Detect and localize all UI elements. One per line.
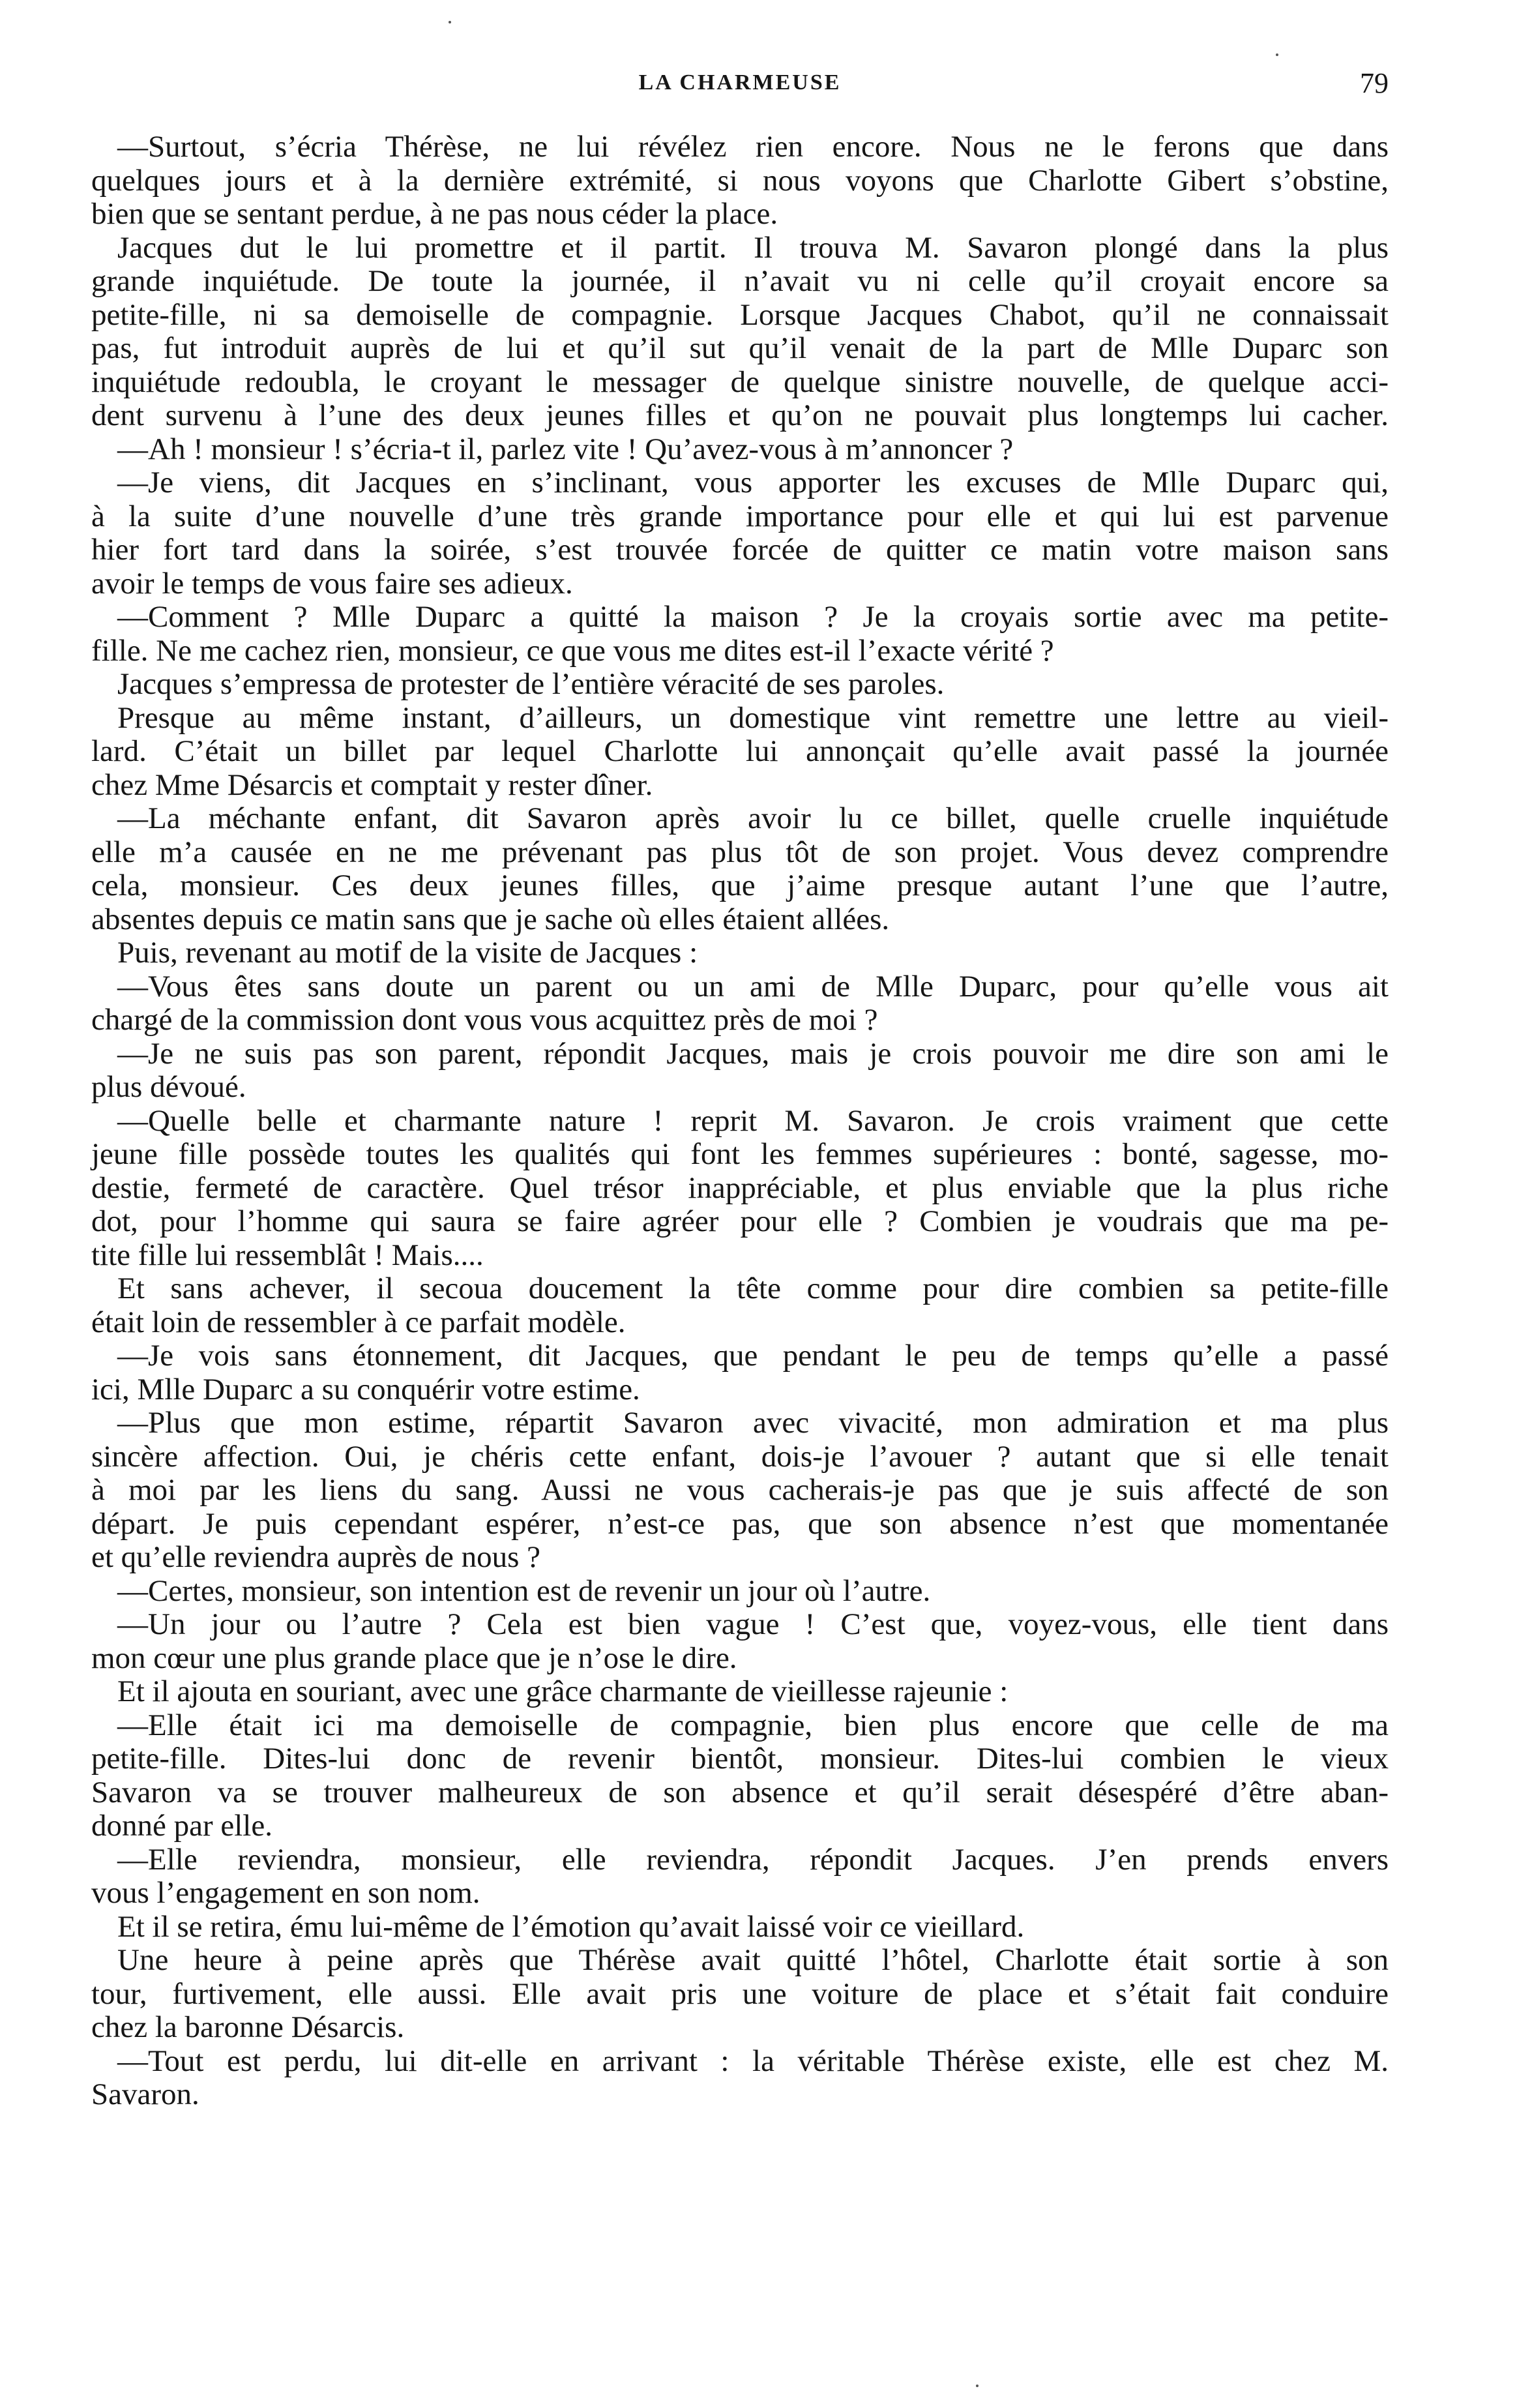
text-line: —Plus que mon estime, répartit Savaron avec vivacité, mon admiration et ma plus [117,1406,1389,1440]
text-line: grande inquiétude. De toute la journée, il n’avait vu ni celle qu’il croyait encore sa [91,264,1389,298]
text-line: départ. Je puis cependant espérer, n’est-ce pas, que son absence n’est que momentanée [91,1506,1389,1541]
text-line: absentes depuis ce matin sans que je sache où elles étaient allées. [91,902,890,936]
text-line: —Je viens, dit Jacques en s’inclinant, vous apporter les excuses de Mlle Duparc qui, [117,466,1389,499]
text-line: fille. Ne me cachez rien, monsieur, ce que vous me dites est-il l’exacte vérité ? [91,633,1054,668]
text-line: jeune fille possède toutes les qualités qui font les femmes supérieures : bonté, sagesse, mo- [91,1137,1389,1171]
text-line: vous l’engagement en son nom. [91,1876,480,1910]
text-line: Savaron. [91,2077,199,2111]
text-line: —Surtout, s’écria Thérèse, ne lui révélez rien encore. Nous ne le ferons que dans [117,130,1389,164]
ink-speck [976,2385,979,2387]
text-line: Jacques s’empressa de protester de l’entière véracité de ses paroles. [117,667,945,701]
text-line: tite fille lui ressemblât ! Mais.... [91,1238,484,1272]
text-line: lard. C’était un billet par lequel Charlotte lui annonçait qu’elle avait passé la journée [91,734,1389,768]
page-header [91,67,1389,110]
text-line: quelques jours et à la dernière extrémité, si nous voyons que Charlotte Gibert s’obstine, [91,163,1389,198]
text-line: Et sans achever, il secoua doucement la tête comme pour dire combien sa petite-fille [117,1271,1389,1305]
text-line: —Je vois sans étonnement, dit Jacques, que pendant le peu de temps qu’elle a passé [117,1339,1389,1373]
text-line: —Tout est perdu, lui dit-elle en arrivant : la véritable Thérèse existe, elle est chez M. [117,2044,1389,2078]
text-line: inquiétude redoubla, le croyant le messager de quelque sinistre nouvelle, de quelque acci- [91,364,1389,399]
text-line: chargé de la commission dont vous vous acquittez près de moi ? [91,1003,878,1037]
text-line: dent survenu à l’une des deux jeunes filles et qu’on ne pouvait plus longtemps lui cacher. [91,398,1389,432]
text-line: dot, pour l’homme qui saura se faire agréer pour elle ? Combien je voudrais que ma pe- [91,1204,1389,1238]
page-number: 79 [1360,67,1389,99]
text-line: elle m’a causée en ne me prévenant pas plus tôt de son projet. Vous devez comprendre [91,835,1389,869]
text-line: cela, monsieur. Ces deux jeunes filles, que j’aime presque autant l’une que l’autre, [91,869,1389,902]
ink-speck [449,21,451,23]
running-title: LA CHARMEUSE [638,70,842,95]
text-line: —Elle reviendra, monsieur, elle reviendra, répondit Jacques. J’en prends envers [117,1842,1389,1877]
text-line: sincère affection. Oui, je chéris cette enfant, dois-je l’avouer ? autant que si elle tenait [91,1439,1389,1474]
text-line: Puis, revenant au motif de la visite de Jacques : [117,936,698,970]
text-line: Presque au même instant, d’ailleurs, un domestique vint remettre une lettre au vieil- [117,700,1389,735]
text-line: —Vous êtes sans doute un parent ou un ami de Mlle Duparc, pour qu’elle vous ait [117,969,1389,1003]
text-line: à la suite d’une nouvelle d’une très grande importance pour elle et qui lui est parvenue [91,499,1389,533]
text-line: à moi par les liens du sang. Aussi ne vous cacherais-je pas que je suis affecté de son [91,1473,1389,1507]
text-line: Une heure à peine après que Thérèse avait quitté l’hôtel, Charlotte était sortie à son [117,1943,1389,1977]
text-line: Jacques dut le lui promettre et il partit. Il trouva M. Savaron plongé dans la plus [117,230,1389,265]
text-line: mon cœur une plus grande place que je n’ose le dire. [91,1641,737,1675]
text-line: plus dévoué. [91,1070,246,1104]
text-line: chez la baronne Désarcis. [91,2010,405,2044]
text-line: —Elle était ici ma demoiselle de compagnie, bien plus encore que celle de ma [117,1708,1389,1742]
text-line: destie, fermeté de caractère. Quel trésor inappréciable, et plus enviable que la plus riche [91,1170,1389,1205]
text-line: était loin de ressembler à ce parfait modèle. [91,1305,626,1339]
text-line: petite-fille. Dites-lui donc de revenir bientôt, monsieur. Dites-lui combien le vieux [91,1742,1389,1776]
text-line: tour, furtivement, elle aussi. Elle avait pris une voiture de place et s’était fait conduire [91,1976,1389,2011]
text-line: —La méchante enfant, dit Savaron après avoir lu ce billet, quelle cruelle inquiétude [117,801,1389,835]
text-line: hier fort tard dans la soirée, s’est trouvée forcée de quitter ce matin votre maison sans [91,533,1389,567]
text-line: Savaron va se trouver malheureux de son absence et qu’il serait désespéré d’être aban- [91,1775,1389,1809]
text-line: bien que se sentant perdue, à ne pas nous céder la place. [91,197,778,231]
text-line: donné par elle. [91,1809,272,1843]
ink-speck [1276,53,1278,56]
text-line: Et il ajouta en souriant, avec une grâce charmante de vieillesse rajeunie : [117,1674,1009,1708]
text-line: —Je ne suis pas son parent, répondit Jacques, mais je crois pouvoir me dire son ami le [117,1036,1389,1071]
text-line: —Comment ? Mlle Duparc a quitté la maison ? Je la croyais sortie avec ma petite- [117,600,1389,634]
text-line: chez Mme Désarcis et comptait y rester dîner. [91,767,653,802]
text-line: —Certes, monsieur, son intention est de revenir un jour où l’autre. [117,1573,931,1608]
text-line: avoir le temps de vous faire ses adieux. [91,566,573,601]
text-line: Et il se retira, ému lui-même de l’émotion qu’avait laissé voir ce vieillard. [117,1909,1025,1944]
text-line: —Ah ! monsieur ! s’écria-t il, parlez vite ! Qu’avez-vous à m’annoncer ? [117,432,1014,466]
text-line: petite-fille, ni sa demoiselle de compagnie. Lorsque Jacques Chabot, qu’il ne connaissait [91,297,1389,332]
text-line: pas, fut introduit auprès de lui et qu’il sut qu’il venait de la part de Mlle Duparc son [91,331,1389,365]
text-line: et qu’elle reviendra auprès de nous ? [91,1540,541,1574]
body-text [91,130,1389,2112]
text-line: ici, Mlle Duparc a su conquérir votre estime. [91,1372,640,1406]
text-line: —Quelle belle et charmante nature ! reprit M. Savaron. Je crois vraiment que cette [117,1103,1389,1138]
text-line: —Un jour ou l’autre ? Cela est bien vague ! C’est que, voyez-vous, elle tient dans [117,1607,1389,1641]
